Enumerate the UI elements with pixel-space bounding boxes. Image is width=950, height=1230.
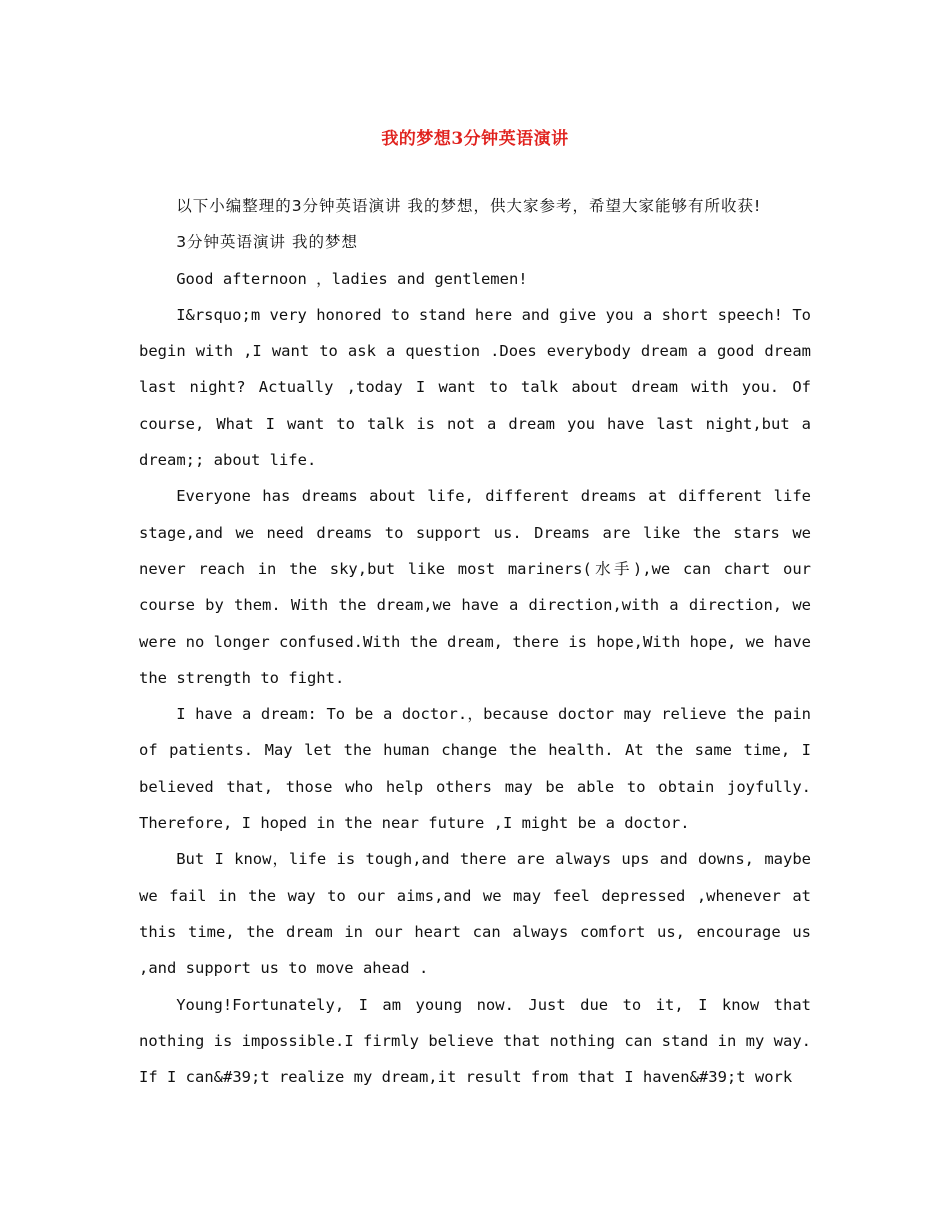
greeting-paragraph: Good afternoon ，ladies and gentlemen! (176, 269, 528, 288)
intro-paragraph: 以下小编整理的3分钟英语演讲 我的梦想，供大家参考，希望大家能够有所收获! (176, 197, 762, 215)
speech-paragraph-3: I have a dream: To be a doctor.，because doctor may relieve the pain of patients. May let the human change the health. At the same time, I believed that, those who help others may be able to obtain joyfully. Therefore, I hoped in the near future ,I might be a doctor. (139, 705, 811, 833)
speech-heading: 3分钟英语演讲 我的梦想 (176, 233, 358, 252)
speech-paragraph-1: I&rsquo;m very honored to stand here and give you a short speech! To begin with ,I want to ask a question .Does everybody dream a good dream last night? Actually ,today I want to talk about dream with you. Of course, What I want to talk is not a dream you have last night,but a dream;; about life. (139, 305, 811, 470)
speech-paragraph-4: But I know，life is tough,and there are always ups and downs, maybe we fail in the way to our aims,and we may feel depressed ,whenever at this time, the dream in our heart can always comfort us, encourage us ,and support us to move ahead . (139, 850, 811, 978)
document-title: 我的梦想3分钟英语演讲 (381, 129, 569, 149)
document-body (139, 188, 811, 1095)
speech-paragraph-5: Young!Fortunately, I am young now. Just due to it, I know that nothing is impossible.I firmly believe that nothing can stand in my way. If I can&#39;t realize my dream,it result from that I haven&#39;t work (139, 995, 811, 1087)
speech-paragraph-2: Everyone has dreams about life, different dreams at different life stage,and we need dreams to support us. Dreams are like the stars we never reach in the sky,but like most mariners(水手),we can chart our course by them. With the dream,we have a direction,with a direction, we were no longer confused.With the dream, there is hope,With hope, we have the strength to fight. (139, 487, 811, 687)
